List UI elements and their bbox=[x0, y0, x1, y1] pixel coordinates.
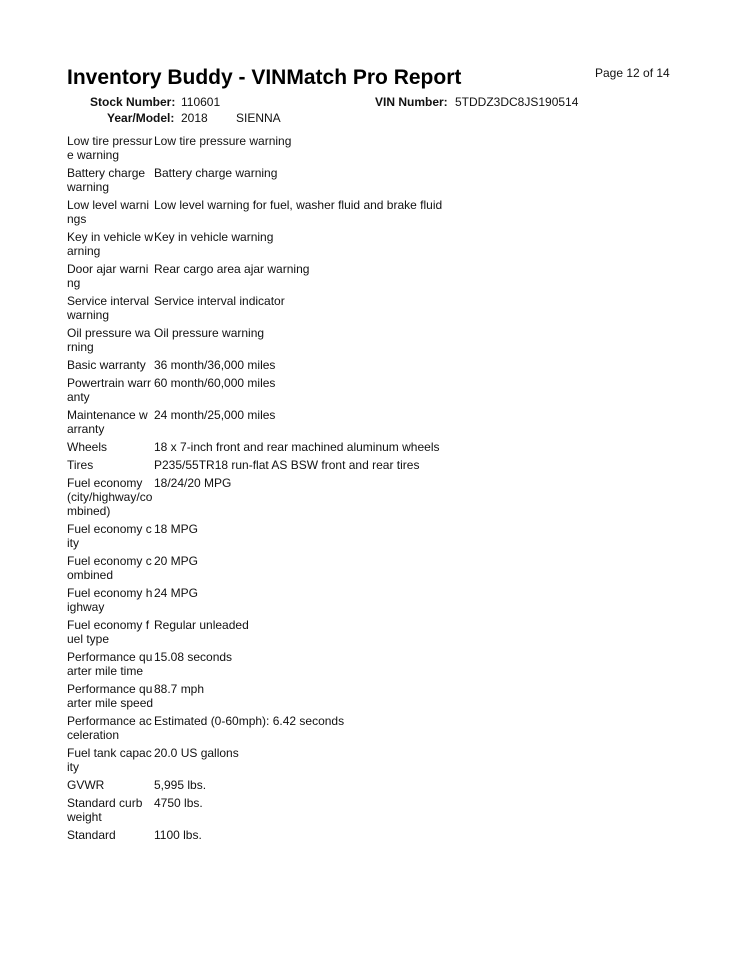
spec-label: Service interval warning bbox=[67, 294, 150, 322]
spec-label: Fuel tank capacity bbox=[67, 746, 152, 774]
spec-value: 24 MPG bbox=[154, 586, 199, 600]
spec-label: Tires bbox=[67, 458, 94, 472]
spec-label: Door ajar warning bbox=[67, 262, 149, 290]
spec-label: Fuel economy fuel type bbox=[67, 618, 150, 646]
spec-value: 18 MPG bbox=[154, 522, 199, 536]
spec-label: Key in vehicle warning bbox=[67, 230, 154, 258]
spec-row bbox=[67, 376, 667, 404]
spec-label: Performance acceleration bbox=[67, 714, 152, 742]
spec-label: Fuel economy combined bbox=[67, 554, 152, 582]
spec-row bbox=[67, 262, 667, 290]
spec-label: Battery charge warning bbox=[67, 166, 146, 194]
spec-label: Basic warranty bbox=[67, 358, 146, 372]
spec-label: Standard curb weight bbox=[67, 796, 143, 824]
spec-row bbox=[67, 476, 667, 518]
spec-value: 1100 lbs. bbox=[154, 828, 202, 842]
spec-value: Regular unleaded bbox=[154, 618, 249, 632]
spec-value: 36 month/36,000 miles bbox=[154, 358, 276, 372]
spec-label: Standard bbox=[67, 828, 116, 842]
spec-value: Battery charge warning bbox=[154, 166, 278, 180]
spec-row bbox=[67, 166, 667, 194]
spec-row bbox=[67, 440, 667, 454]
spec-row bbox=[67, 554, 667, 582]
year-value: 2018 bbox=[181, 111, 208, 125]
vin-number-value: 5TDDZ3DC8JS190514 bbox=[455, 95, 579, 109]
spec-label: Performance quarter mile speed bbox=[67, 682, 154, 710]
spec-value: Service interval indicator bbox=[154, 294, 285, 308]
spec-label: Maintenance warranty bbox=[67, 408, 148, 436]
spec-row bbox=[67, 746, 667, 774]
spec-row bbox=[67, 408, 667, 436]
spec-label: Wheels bbox=[67, 440, 108, 454]
spec-row bbox=[67, 326, 667, 354]
model-value: SIENNA bbox=[236, 111, 281, 125]
spec-row bbox=[67, 294, 667, 322]
page-number: Page 12 of 14 bbox=[595, 66, 670, 80]
spec-value: 88.7 mph bbox=[154, 682, 205, 696]
spec-row bbox=[67, 198, 667, 226]
spec-row bbox=[67, 230, 667, 258]
stock-number-value: 110601 bbox=[181, 95, 221, 109]
spec-label: Low level warnings bbox=[67, 198, 150, 226]
spec-label: GVWR bbox=[67, 778, 105, 792]
spec-value: Estimated (0-60mph): 6.42 seconds bbox=[154, 714, 345, 728]
spec-label: Fuel economy city bbox=[67, 522, 152, 550]
spec-row bbox=[67, 828, 667, 842]
spec-label: Fuel economy (city/highway/combined) bbox=[67, 476, 153, 518]
spec-row bbox=[67, 618, 667, 646]
spec-label: Fuel economy highway bbox=[67, 586, 153, 614]
spec-value: 5,995 lbs. bbox=[154, 778, 207, 792]
spec-label: Powertrain warranty bbox=[67, 376, 152, 404]
spec-row bbox=[67, 358, 667, 372]
spec-value: Low level warning for fuel, washer fluid and brake fluid bbox=[154, 198, 443, 212]
spec-row bbox=[67, 714, 667, 742]
spec-value: 18/24/20 MPG bbox=[154, 476, 232, 490]
spec-row bbox=[67, 682, 667, 710]
year-model-label: Year/Model: bbox=[107, 111, 175, 125]
spec-value: 20 MPG bbox=[154, 554, 199, 568]
spec-value: 24 month/25,000 miles bbox=[154, 408, 276, 422]
spec-row bbox=[67, 650, 667, 678]
spec-label: Performance quarter mile time bbox=[67, 650, 153, 678]
spec-value: 18 x 7-inch front and rear machined aluminum wheels bbox=[154, 440, 440, 454]
spec-row bbox=[67, 458, 667, 472]
spec-value: 60 month/60,000 miles bbox=[154, 376, 276, 390]
spec-value: Rear cargo area ajar warning bbox=[154, 262, 310, 276]
spec-row bbox=[67, 778, 667, 792]
spec-row bbox=[67, 522, 667, 550]
spec-row bbox=[67, 796, 667, 824]
spec-label: Oil pressure warning bbox=[67, 326, 151, 354]
spec-value: Key in vehicle warning bbox=[154, 230, 274, 244]
spec-value: P235/55TR18 run-flat AS BSW front and rear tires bbox=[154, 458, 420, 472]
spec-value: Oil pressure warning bbox=[154, 326, 265, 340]
spec-value: 15.08 seconds bbox=[154, 650, 233, 664]
spec-value: 20.0 US gallons bbox=[154, 746, 239, 760]
spec-row bbox=[67, 134, 667, 162]
report-title: Inventory Buddy - VINMatch Pro Report bbox=[67, 66, 462, 89]
spec-value: 4750 lbs. bbox=[154, 796, 203, 810]
spec-list bbox=[67, 134, 667, 846]
spec-row bbox=[67, 586, 667, 614]
spec-label: Low tire pressure warning bbox=[67, 134, 153, 162]
vin-number-label: VIN Number: bbox=[375, 95, 448, 109]
spec-value: Low tire pressure warning bbox=[154, 134, 292, 148]
stock-number-label: Stock Number: bbox=[90, 95, 176, 109]
